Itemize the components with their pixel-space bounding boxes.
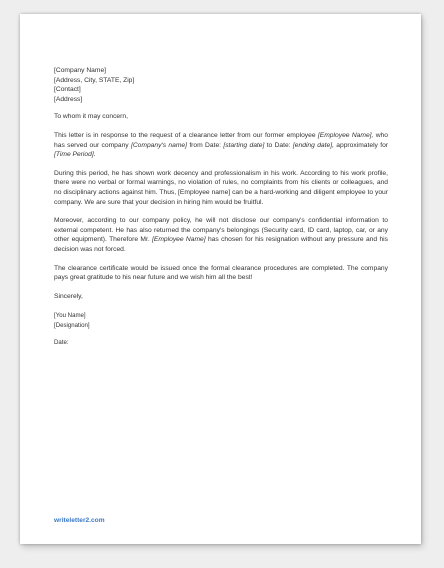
p3-text-1: Moreover, according to our company policy, he will not disclose our company's confidential information to external competent. He has also returned the company's belongings (Security card, ID card, laptop, car, or any other equipment). Therefore Mr. [54,217,388,244]
sender-address-block [54,66,388,104]
document-page [20,14,421,544]
ending-date-placeholder: [ending date], [292,141,334,149]
employee-name-placeholder-2: [Employee Name] [152,236,206,244]
closing: Sincerely, [54,292,83,300]
address-line: [Address, City, STATE, Zip] [54,76,135,84]
company-name-line: [Company Name] [54,67,107,74]
signature-block [54,311,388,330]
p3-text-2: has chosen for his resignation without any pressure and his decision was not forced. [54,236,388,253]
salutation: To whom it may concern, [54,113,128,121]
paragraph-policy [54,216,388,254]
paragraph-certificate: The clearance certificate would be issued once the formal clearance procedures are completed. The company pays great gratitude to his near future and we wish him all the best! [54,264,388,282]
date-label: Date: [54,339,69,347]
p1-text-2: who has served our company [54,131,388,149]
paragraph-intro [54,131,388,160]
website-link[interactable]: writeletter2.com [54,517,105,524]
address-line-2: [Address] [54,95,83,103]
starting-date-placeholder: [starting date] [223,141,265,149]
company-name-placeholder: [Company's name] [130,141,187,149]
contact-line: [Contact] [54,86,81,94]
p1-text-4: to Date: [264,141,293,149]
signature-name: [You Name] [54,312,86,320]
p1-text-3: from Date: [187,141,224,149]
employee-name-placeholder: [Employee Name], [317,131,374,139]
p1-text-1: This letter is in response to the request of a clearance letter from our former employee [54,131,318,139]
signature-designation: [Designation] [54,321,90,329]
time-period-placeholder: [Time Period]. [54,151,96,159]
letter-body [54,66,388,348]
p1-text-5: approximately for [333,141,389,149]
paragraph-conduct: During this period, he has shown work decency and professionalism in his work. According to his work profile, there were no verbal or formal warnings, no violation of rules, no complaints from his clients or colleagues, and no disciplinary actions against him. Thus, [Employee name] can be a hard-working and diligent employee to your company. We are sure that your decision in hiring him would be fruitful. [54,169,388,206]
